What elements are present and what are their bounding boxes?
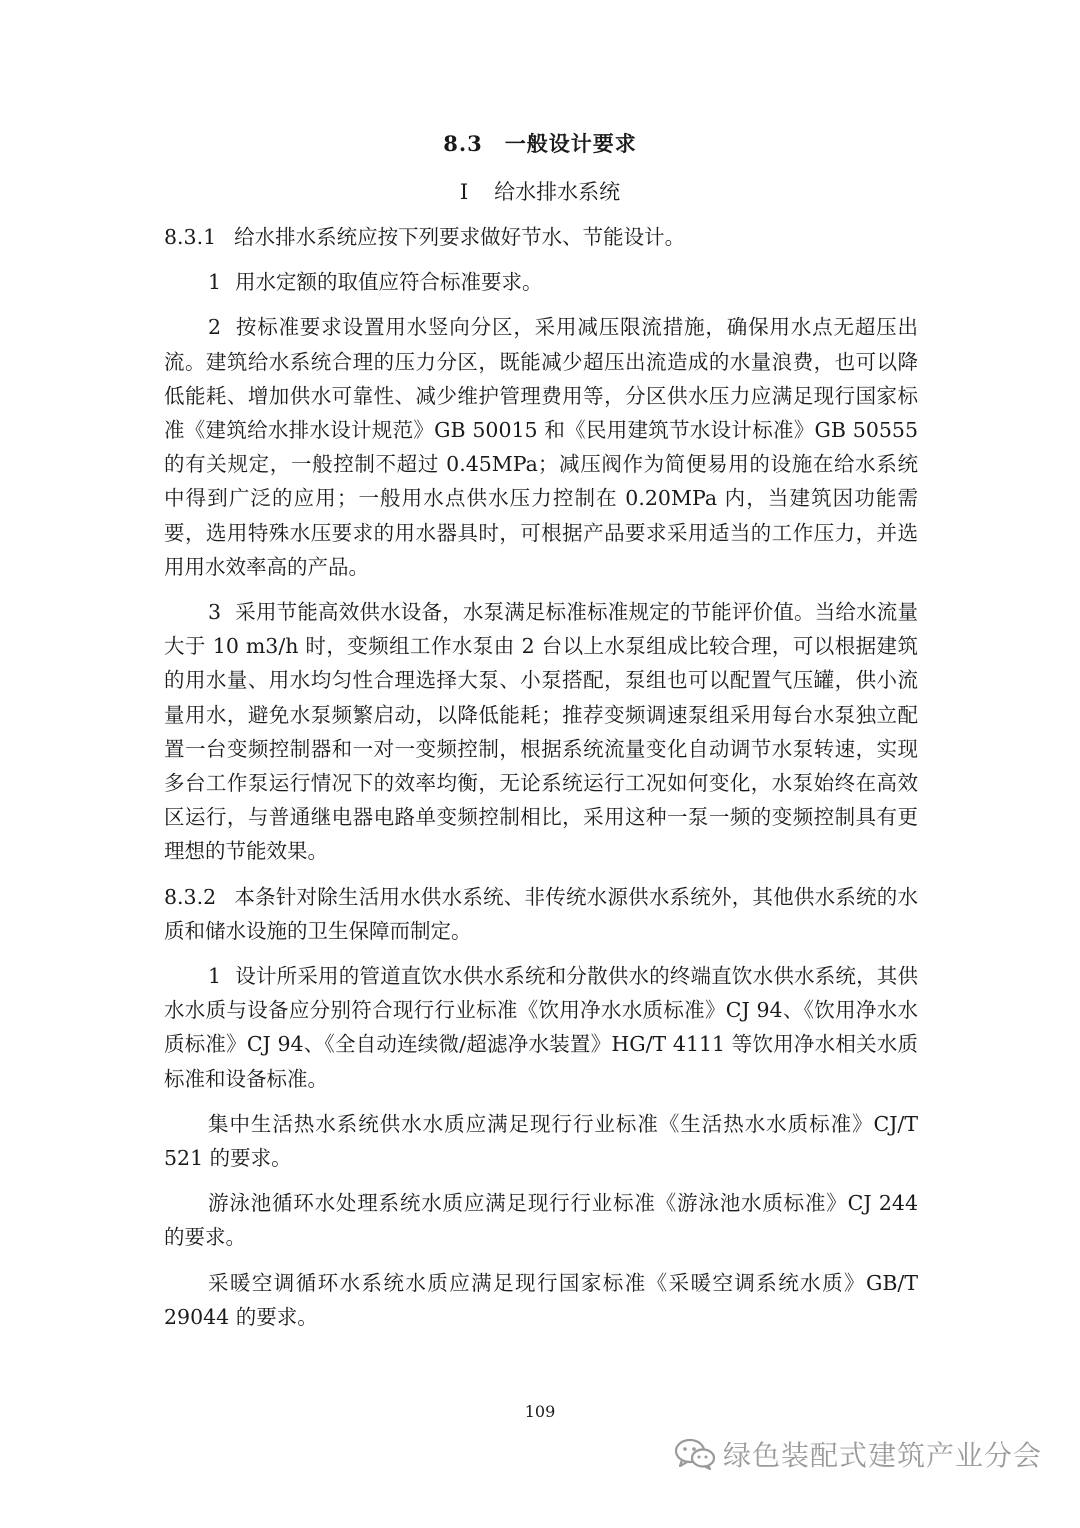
clause-number: 8.3.2 — [164, 884, 217, 909]
paragraph-text: 本条针对除生活用水供水系统、非传统水源供水系统外，其他供水系统的水质和储水设施的卫生保障而制定。 — [164, 884, 918, 943]
subsection-heading — [0, 176, 1080, 206]
subsection-number: Ⅰ — [459, 180, 469, 204]
paragraph-text: 用水定额的取值应符合标准要求。 — [235, 270, 543, 295]
body-text — [164, 220, 918, 1334]
item-number: 1 — [208, 270, 222, 295]
clause-paragraph — [164, 880, 918, 948]
item-paragraph — [164, 959, 918, 1096]
item-paragraph — [164, 310, 918, 584]
plain-paragraph — [164, 1107, 918, 1175]
paragraph-text: 集中生活热水系统供水水质应满足现行行业标准《生活热水水质标准》CJ/T 521 的要求。 — [164, 1111, 918, 1171]
section-number: 8.3 — [443, 131, 483, 156]
paragraph-text: 设计所采用的管道直饮水供水系统和分散供水的终端直饮水供水系统，其供水水质与设备应分别符合现行行业标准《饮用净水水质标准》CJ 94、《饮用净水水质标准》CJ 94、《全自动连续微/超滤净水装置》HG/T 4111 等饮用净水相关水质标准和设备标准。 — [164, 964, 918, 1091]
paragraph-text: 采暖空调循环水系统水质应满足现行国家标准《采暖空调系统水质》GB/T 29044 的要求。 — [164, 1270, 918, 1329]
item-number: 1 — [208, 964, 222, 989]
item-number: 3 — [208, 600, 222, 625]
wechat-icon — [673, 1437, 717, 1471]
item-paragraph — [164, 265, 918, 299]
paragraph-text: 采用节能高效供水设备，水泵满足标准标准规定的节能评价值。当给水流量大于 10 m3/h 时，变频组工作水泵由 2 台以上水泵组成比较合理，可以根据建筑的用水量、用水均匀性合理选择大泵、小泵搭配，泵组也可以配置气压罐，供小流量用水，避免水泵频繁启动，以降低能耗；推荐变频调速泵组采用每台水泵独立配置一台变频控制器和一对一变频控制，根据系统流量变化自动调节水泵转速，实现多台工作泵运行情况下的效率均衡，无论系统运行工况如何变化，水泵始终在高效区运行，与普通继电器电路单变频控制相比，采用这种一泵一频的变频控制具有更理想的节能效果。 — [164, 600, 918, 864]
paragraph-text: 给水排水系统应按下列要求做好节水、节能设计。 — [234, 225, 686, 249]
watermark-text: 绿色装配式建筑产业分会 — [722, 1439, 1042, 1472]
watermark — [673, 1434, 1042, 1474]
section-title: 一般设计要求 — [504, 131, 637, 156]
plain-paragraph — [164, 1266, 918, 1334]
page-number: 109 — [524, 1402, 556, 1421]
subsection-title: 给水排水系统 — [494, 180, 621, 204]
clause-number: 8.3.1 — [164, 225, 217, 249]
clause-paragraph — [164, 220, 918, 254]
section-heading — [0, 128, 1080, 158]
plain-paragraph — [164, 1186, 918, 1254]
item-number: 2 — [208, 315, 222, 340]
paragraph-text: 按标准要求设置用水竖向分区，采用减压限流措施，确保用水点无超压出流。建筑给水系统合理的压力分区，既能减少超压出流造成的水量浪费，也可以降低能耗、增加供水可靠性、减少维护管理费用等，分区供水压力应满足现行国家标准《建筑给水排水设计规范》GB 50015 和《民用建筑节水设计标准》GB 50555 的有关规定，一般控制不超过 0.45MPa；减压阀作为简便易用的设施在给水系统中得到广泛的应用；一般用水点供水压力控制在 0.20MPa 内，当建筑因功能需要，选用特殊水压要求的用水器具时，可根据产品要求采用适当的工作压力，并选用用水效率高的产品。 — [164, 315, 918, 579]
item-paragraph — [164, 595, 918, 869]
paragraph-text: 游泳池循环水处理系统水质应满足现行行业标准《游泳池水质标准》CJ 244 的要求。 — [164, 1191, 918, 1250]
